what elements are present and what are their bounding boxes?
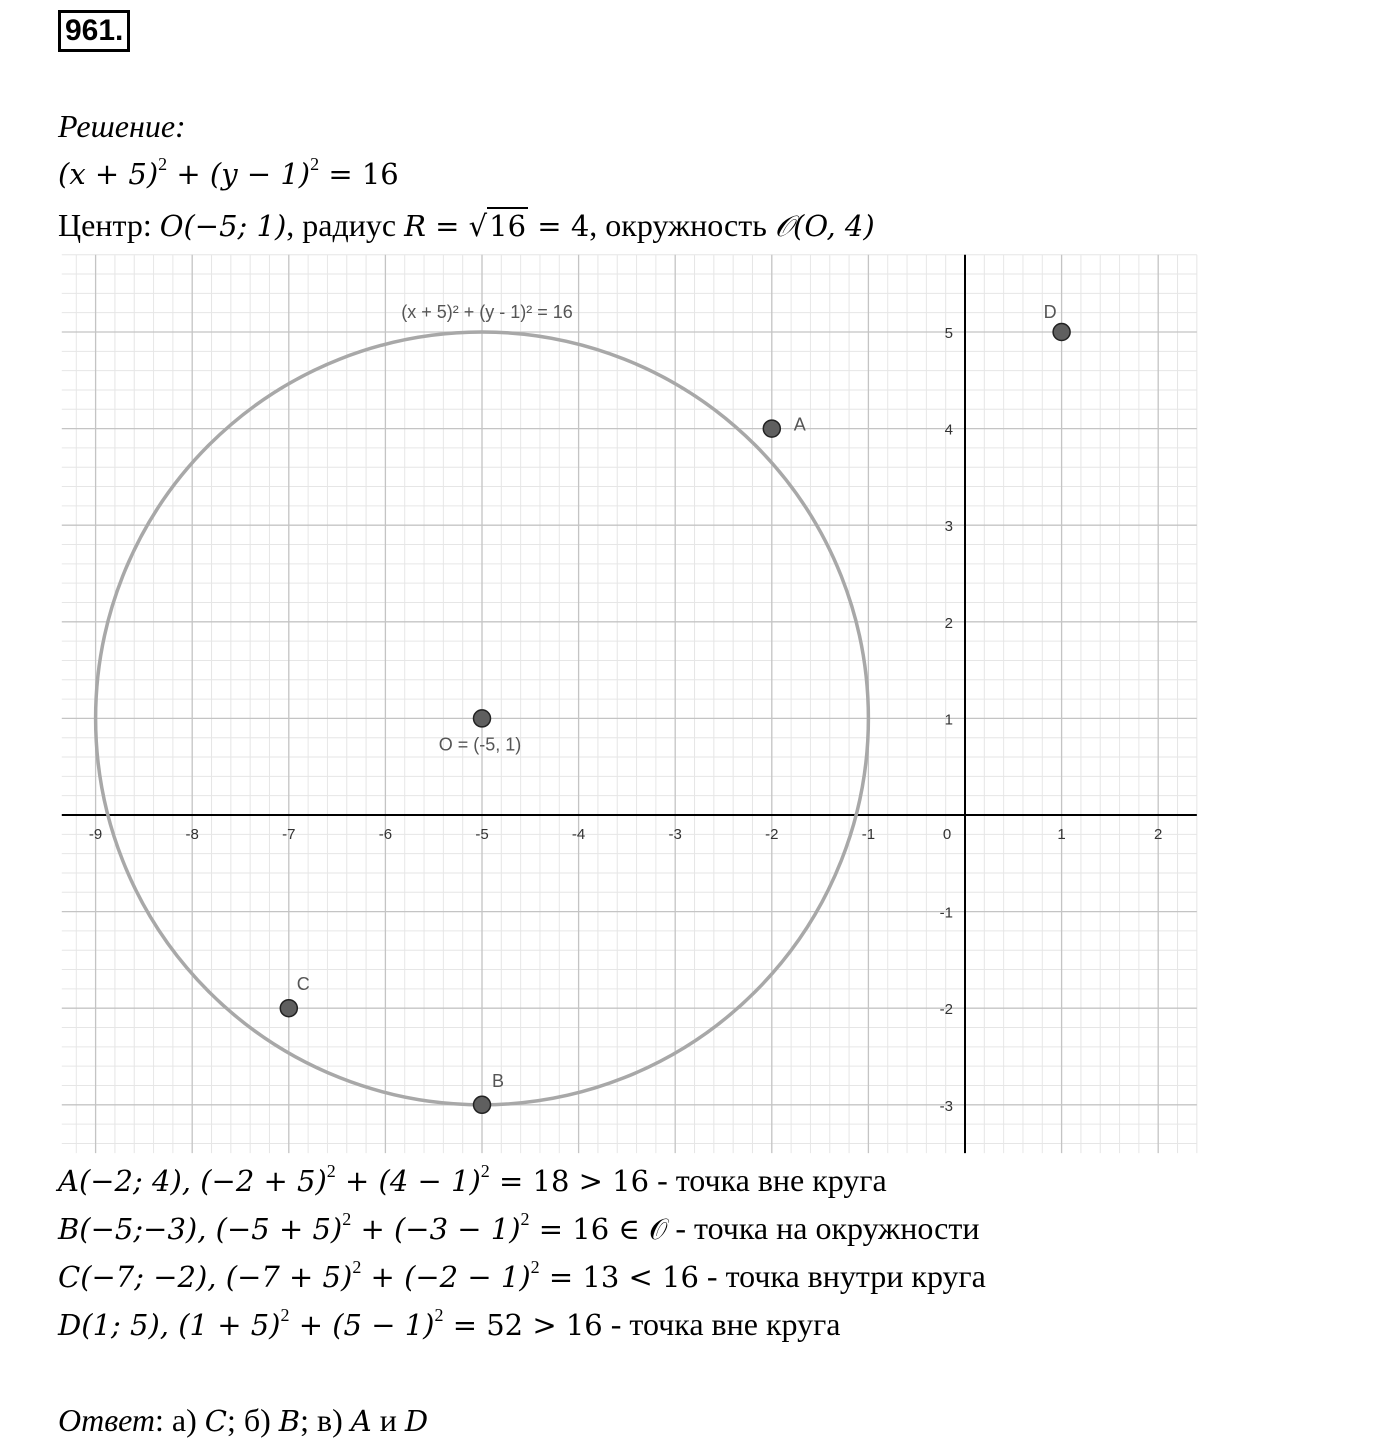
check-point: D(1; 5), — [58, 1308, 179, 1342]
check-conclusion: - точка вне круга — [602, 1306, 841, 1342]
exponent: 2 — [434, 1305, 444, 1325]
point-label-b: B — [492, 1070, 505, 1091]
check-result: = 52 > 16 — [443, 1308, 603, 1342]
check-point: A(−2; 4), — [58, 1164, 201, 1198]
answer-point-a: A — [350, 1404, 372, 1438]
point-label-a: A — [793, 414, 806, 435]
check-line — [58, 1258, 986, 1295]
point-d — [1053, 324, 1070, 341]
exponent: 2 — [310, 154, 320, 174]
exponent: 2 — [342, 1209, 352, 1229]
answer-text-b: ; б) — [226, 1402, 279, 1438]
circle-notation: 𝒪(O, 4) — [774, 209, 875, 243]
y-tick-label: 5 — [944, 325, 953, 342]
x-tick-label: -5 — [475, 826, 489, 843]
solution-heading: Решение: — [58, 108, 186, 144]
check-conclusion: - точка вне круга — [649, 1162, 887, 1198]
check-line — [58, 1210, 979, 1247]
point-label-o: O = (-5, 1) — [438, 734, 522, 755]
exponent: 2 — [158, 154, 168, 174]
exponent: 2 — [480, 1161, 490, 1181]
answer-text-a: : а) — [155, 1402, 205, 1438]
circle-label: , окружность — [589, 207, 775, 243]
equation-term-x: (x + 5) — [58, 157, 159, 191]
check-point: C(−7; −2), — [58, 1260, 226, 1294]
check-conclusion: - точка внутри круга — [698, 1258, 986, 1294]
equation-plus: + — [167, 157, 210, 191]
exponent: 2 — [326, 1161, 336, 1181]
circle-label: (x + 5)² + (y - 1)² = 16 — [401, 302, 573, 322]
y-tick-label: 2 — [944, 614, 953, 632]
exponent: 2 — [520, 1209, 530, 1229]
x-tick-label: -2 — [765, 826, 779, 843]
y-tick-label: 1 — [944, 711, 953, 729]
exponent: 2 — [530, 1257, 540, 1277]
radius-label: , радиус — [286, 207, 405, 243]
check-expr-b: + (5 − 1) — [289, 1308, 435, 1342]
radius-sqrt: R = √ — [404, 209, 488, 243]
check-expr-a: (−7 + 5) — [225, 1260, 353, 1294]
check-expr-b: + (−2 − 1) — [361, 1260, 531, 1294]
answer-text-and: и — [371, 1402, 405, 1438]
point-label-d: D — [1043, 302, 1057, 322]
check-result: = 13 < 16 — [539, 1260, 699, 1294]
y-tick-label: 4 — [944, 421, 953, 439]
check-conclusion: - точка на окружности — [667, 1210, 980, 1246]
center-point: O(−5; 1) — [159, 209, 287, 243]
center-label: Центр: — [58, 207, 160, 243]
y-tick-label: -1 — [939, 904, 953, 922]
check-point: B(−5;−3), — [58, 1212, 216, 1246]
check-line — [58, 1306, 840, 1343]
check-result: = 18 > 16 — [489, 1164, 650, 1198]
point-o — [474, 710, 491, 727]
check-expr-b: + (4 − 1) — [335, 1164, 481, 1198]
answer-line — [58, 1402, 428, 1439]
exponent: 2 — [280, 1305, 290, 1325]
radius-value: = 4 — [528, 209, 590, 243]
answer-point-b: B — [278, 1404, 301, 1438]
point-c — [280, 1000, 297, 1017]
y-tick-label: -2 — [939, 1001, 953, 1019]
x-tick-label: -7 — [282, 826, 296, 843]
answer-text-c: ; в) — [300, 1402, 351, 1438]
check-expr-a: (−2 + 5) — [200, 1164, 327, 1198]
exponent: 2 — [352, 1257, 362, 1277]
point-label-c: C — [296, 974, 310, 995]
point-b — [474, 1096, 491, 1113]
x-tick-label: -4 — [571, 826, 586, 843]
y-tick-label: 3 — [944, 518, 953, 536]
x-tick-label: 2 — [1154, 826, 1163, 843]
radius-radicand: 16 — [489, 209, 527, 243]
answer-label: Ответ — [58, 1402, 155, 1438]
x-tick-label: -9 — [88, 826, 103, 843]
check-expr-a: (−5 + 5) — [215, 1212, 343, 1246]
task-number: 961. — [58, 10, 130, 52]
x-tick-label: 1 — [1057, 826, 1066, 843]
x-tick-label: -6 — [378, 826, 393, 843]
equation-rhs: = 16 — [319, 157, 399, 191]
x-tick-label: -8 — [185, 826, 199, 843]
x-tick-label: -1 — [861, 826, 876, 843]
check-expr-a: (1 + 5) — [178, 1308, 281, 1342]
point-a — [763, 420, 780, 437]
check-expr-b: + (−3 − 1) — [351, 1212, 521, 1246]
answer-point-c: C — [204, 1404, 227, 1438]
check-result: = 16 ∈ 𝒪 — [529, 1212, 668, 1246]
check-line — [58, 1162, 887, 1199]
y-tick-label: -3 — [939, 1097, 953, 1115]
answer-point-d: D — [404, 1404, 429, 1438]
equation-term-y: (y − 1) — [209, 157, 311, 191]
x-tick-label: -3 — [668, 826, 682, 843]
x-tick-label: 0 — [942, 826, 952, 843]
